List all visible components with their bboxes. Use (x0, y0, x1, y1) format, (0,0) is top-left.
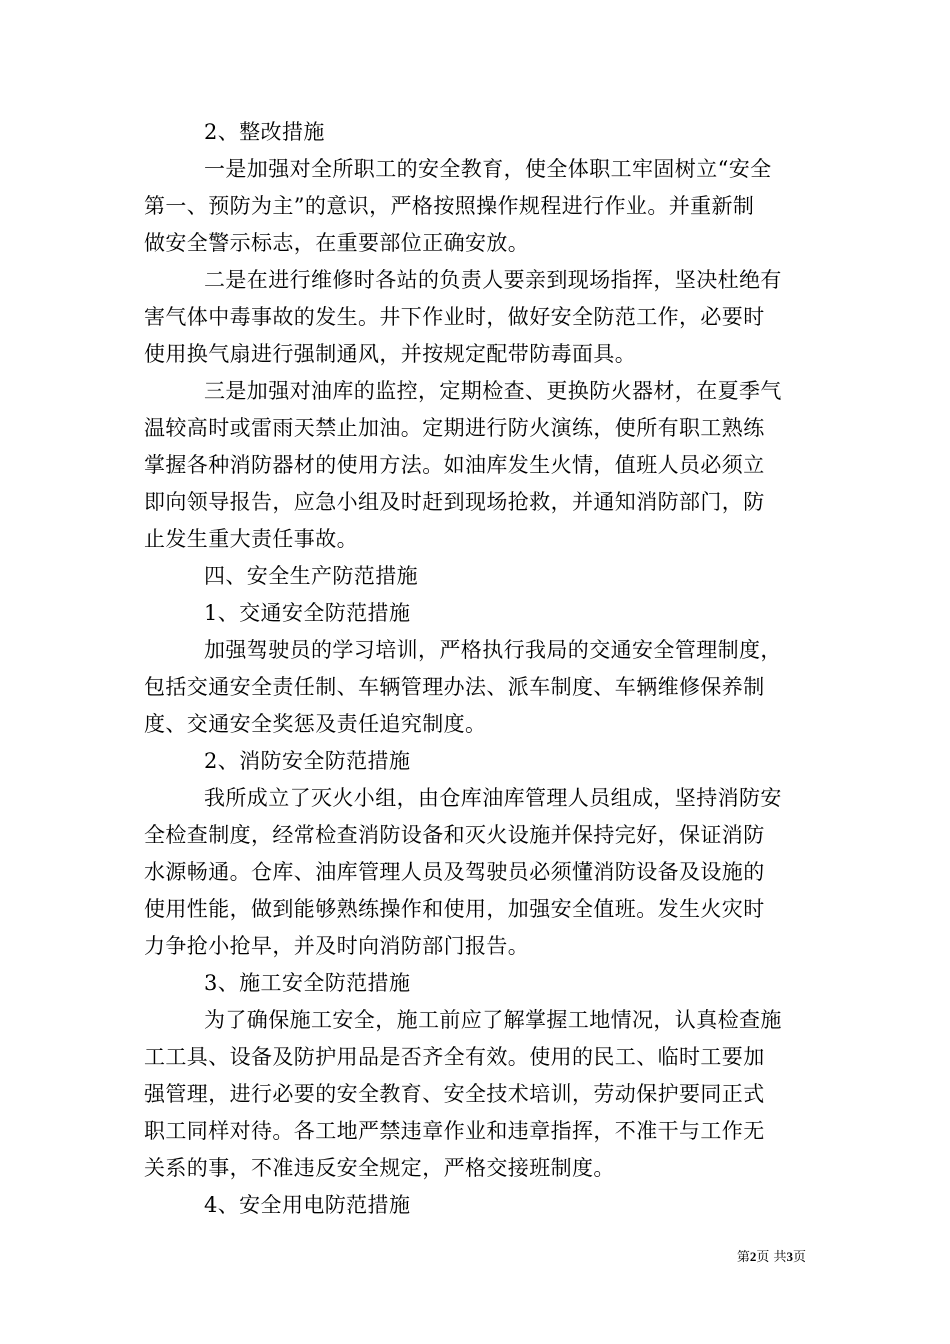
footer-middle: 页 共 (756, 1250, 787, 1265)
subsection-heading: 3、施工安全防范措施 (204, 971, 411, 995)
paragraph-line: 掌握各种消防器材的使用方法。如油库发生火情，值班人员必须立 (144, 453, 765, 477)
paragraph-line: 第一、预防为主”的意识，严格按照操作规程进行作业。并重新制 (144, 194, 755, 218)
subsection-heading: 2、消防安全防范措施 (204, 749, 411, 773)
section-heading: 2、整改措施 (204, 120, 325, 144)
paragraph-line: 做安全警示标志，在重要部位正确安放。 (144, 231, 530, 255)
subsection-heading: 4、安全用电防范措施 (204, 1193, 411, 1217)
paragraph-line: 职工同样对待。各工地严禁违章作业和违章指挥，不准干与工作无 (144, 1119, 765, 1143)
paragraph-line: 害气体中毒事故的发生。井下作业时，做好安全防范工作，必要时 (144, 305, 765, 329)
paragraph-line: 使用性能，做到能够熟练操作和使用，加强安全值班。发生火灾时 (144, 897, 765, 921)
total-pages-number: 3 (786, 1249, 793, 1264)
document-body (144, 114, 816, 1224)
paragraph-line: 止发生重大责任事故。 (144, 527, 358, 551)
paragraph-line: 度、交通安全奖惩及责任追究制度。 (144, 712, 487, 736)
paragraph-line: 一是加强对全所职工的安全教育，使全体职工牢固树立“安全 (204, 157, 772, 181)
current-page-number: 2 (749, 1249, 757, 1264)
paragraph-line: 二是在进行维修时各站的负责人要亲到现场指挥，坚决杜绝有 (204, 268, 782, 292)
footer-prefix: 第 (736, 1250, 750, 1265)
paragraph-line: 我所成立了灭火小组，由仓库油库管理人员组成，坚持消防安 (204, 786, 782, 810)
paragraph-line: 力争抢小抢早，并及时向消防部门报告。 (144, 934, 530, 958)
paragraph-line: 即向领导报告，应急小组及时赶到现场抢救，并通知消防部门，防 (144, 490, 765, 514)
paragraph-line: 为了确保施工安全，施工前应了解掌握工地情况，认真检查施 (204, 1008, 782, 1032)
paragraph-line: 温较高时或雷雨天禁止加油。定期进行防火演练，使所有职工熟练 (144, 416, 765, 440)
page-footer (0, 1246, 806, 1265)
section-heading: 四、安全生产防范措施 (204, 564, 418, 588)
paragraph-line: 关系的事，不准违反安全规定，严格交接班制度。 (144, 1156, 615, 1180)
paragraph-line: 强管理，进行必要的安全教育、安全技术培训，劳动保护要同正式 (144, 1082, 765, 1106)
paragraph-line: 水源畅通。仓库、油库管理人员及驾驶员必须懂消防设备及设施的 (144, 860, 765, 884)
footer-suffix: 页 (792, 1250, 806, 1265)
paragraph-line: 加强驾驶员的学习培训，严格执行我局的交通安全管理制度， (204, 638, 782, 662)
paragraph-line: 三是加强对油库的监控，定期检查、更换防火器材，在夏季气 (204, 379, 782, 403)
paragraph-line: 全检查制度，经常检查消防设备和灭火设施并保持完好，保证消防 (144, 823, 765, 847)
paragraph-line: 使用换气扇进行强制通风，并按规定配带防毒面具。 (144, 342, 637, 366)
paragraph-line: 包括交通安全责任制、车辆管理办法、派车制度、车辆维修保养制 (144, 675, 765, 699)
paragraph-line: 工工具、设备及防护用品是否齐全有效。使用的民工、临时工要加 (144, 1045, 765, 1069)
subsection-heading: 1、交通安全防范措施 (204, 601, 411, 625)
